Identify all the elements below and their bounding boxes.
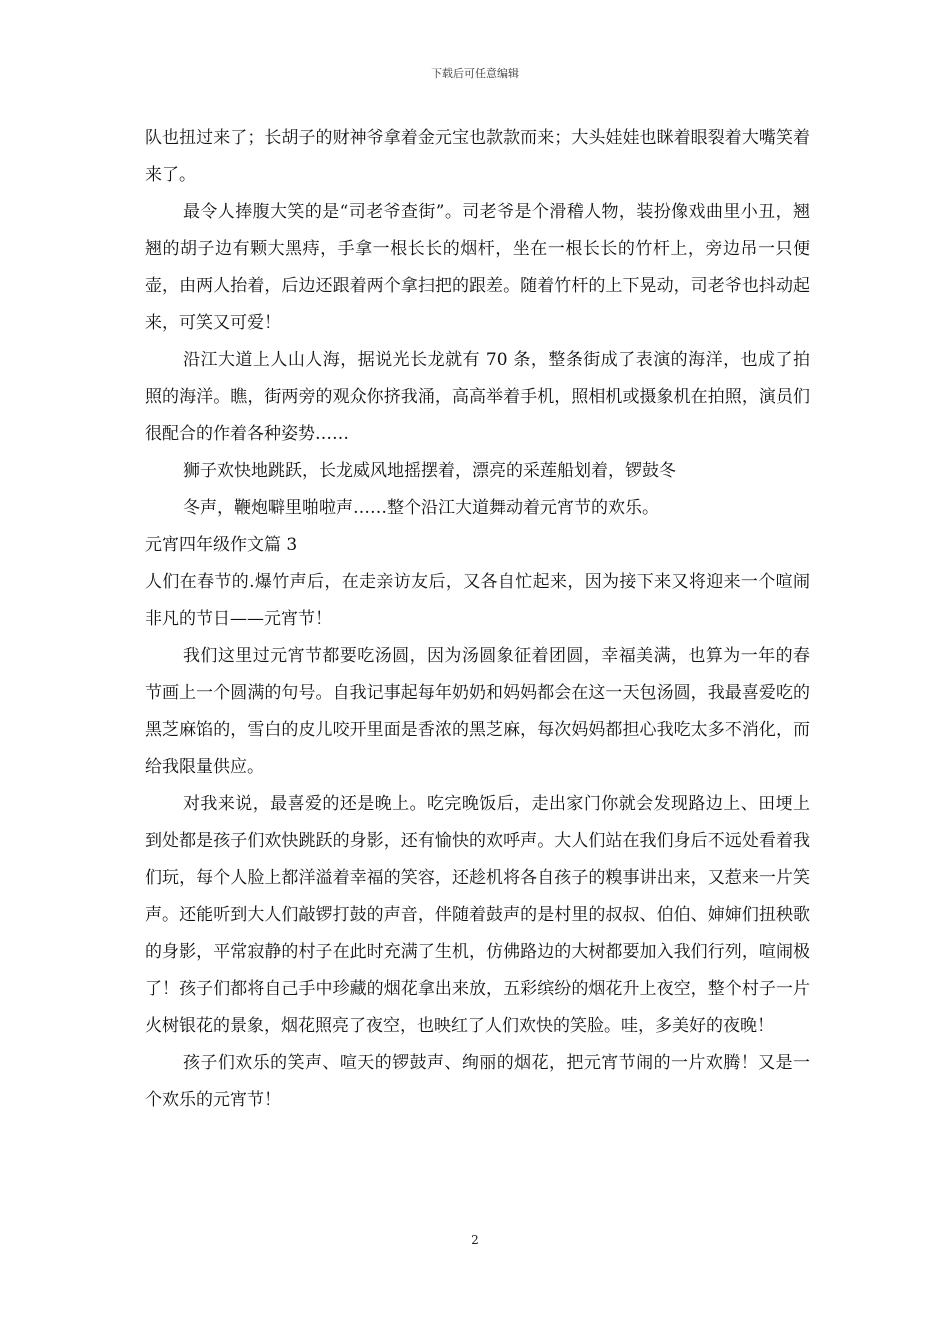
paragraph: 孩子们欢乐的笑声、喧天的锣鼓声、绚丽的烟花，把元宵节闹的一片欢腾！又是一个欢乐的元宵节！ — [145, 1053, 810, 1110]
document-body — [145, 120, 810, 1119]
section-heading: 元宵四年级作文篇 3 — [145, 535, 298, 555]
paragraph: 最令人捧腹大笑的是“司老爷查街”。司老爷是个滑稽人物，装扮像戏曲里小丑，翘翘的胡子边有颗大黑痔，手拿一根长长的烟杆，坐在一根长长的竹杆上，旁边吊一只便壶，由两人抬着，后边还跟着两个拿扫把的跟差。随着竹杆的上下晃动，司老爷也抖动起来，可笑又可爱！ — [145, 202, 810, 333]
paragraph: 狮子欢快地跳跃，长龙威风地摇摆着，漂亮的采莲船划着，锣鼓冬 — [183, 461, 676, 481]
paragraph: 对我来说，最喜爱的还是晚上。吃完晚饭后，走出家门你就会发现路边上、田埂上到处都是孩子们欢快跳跃的身影，还有愉快的欢呼声。大人们站在我们身后不远处看着我们玩，每个人脸上都洋溢着幸福的笑容，还趁机将各自孩子的糗事讲出来，又惹来一片笑声。还能听到大人们敲锣打鼓的声音，伴随着鼓声的是村里的叔叔、伯伯、婶婶们扭秧歌的身影，平常寂静的村子在此时充满了生机，仿佛路边的大树都要加入我们行列，喧闹极了！孩子们都将自己手中珍藏的烟花拿出来放，五彩缤纷的烟花升上夜空，整个村子一片火树银花的景象，烟花照亮了夜空，也映红了人们欢快的笑脸。哇，多美好的夜晚！ — [145, 794, 810, 1036]
paragraph: 人们在春节的.爆竹声后，在走亲访友后，又各自忙起来，因为接下来又将迎来一个喧闹非凡的节日——元宵节！ — [145, 572, 810, 629]
page-number: 2 — [471, 1233, 479, 1247]
paragraph-continued: 队也扭过来了；长胡子的财神爷拿着金元宝也款款而来；大头娃娃也眯着眼裂着大嘴笑着来了。 — [145, 128, 810, 185]
paragraph: 沿江大道上人山人海，据说光长龙就有 70 条，整条街成了表演的海洋，也成了拍照的海洋。瞧，街两旁的观众你挤我涌，高高举着手机，照相机或摄象机在拍照，演员们很配合的作着各种姿势…… — [145, 350, 810, 444]
page-header: 下载后可任意编辑 — [431, 67, 519, 80]
paragraph: 冬声，鞭炮噼里啪啦声……整个沿江大道舞动着元宵节的欢乐。 — [183, 498, 659, 518]
paragraph: 我们这里过元宵节都要吃汤圆，因为汤圆象征着团圆，幸福美满，也算为一年的春节画上一个圆满的句号。自我记事起每年奶奶和妈妈都会在这一天包汤圆，我最喜爱吃的黑芝麻馅的，雪白的皮儿咬开里面是香浓的黑芝麻，每次妈妈都担心我吃太多不消化，而给我限量供应。 — [145, 646, 810, 777]
